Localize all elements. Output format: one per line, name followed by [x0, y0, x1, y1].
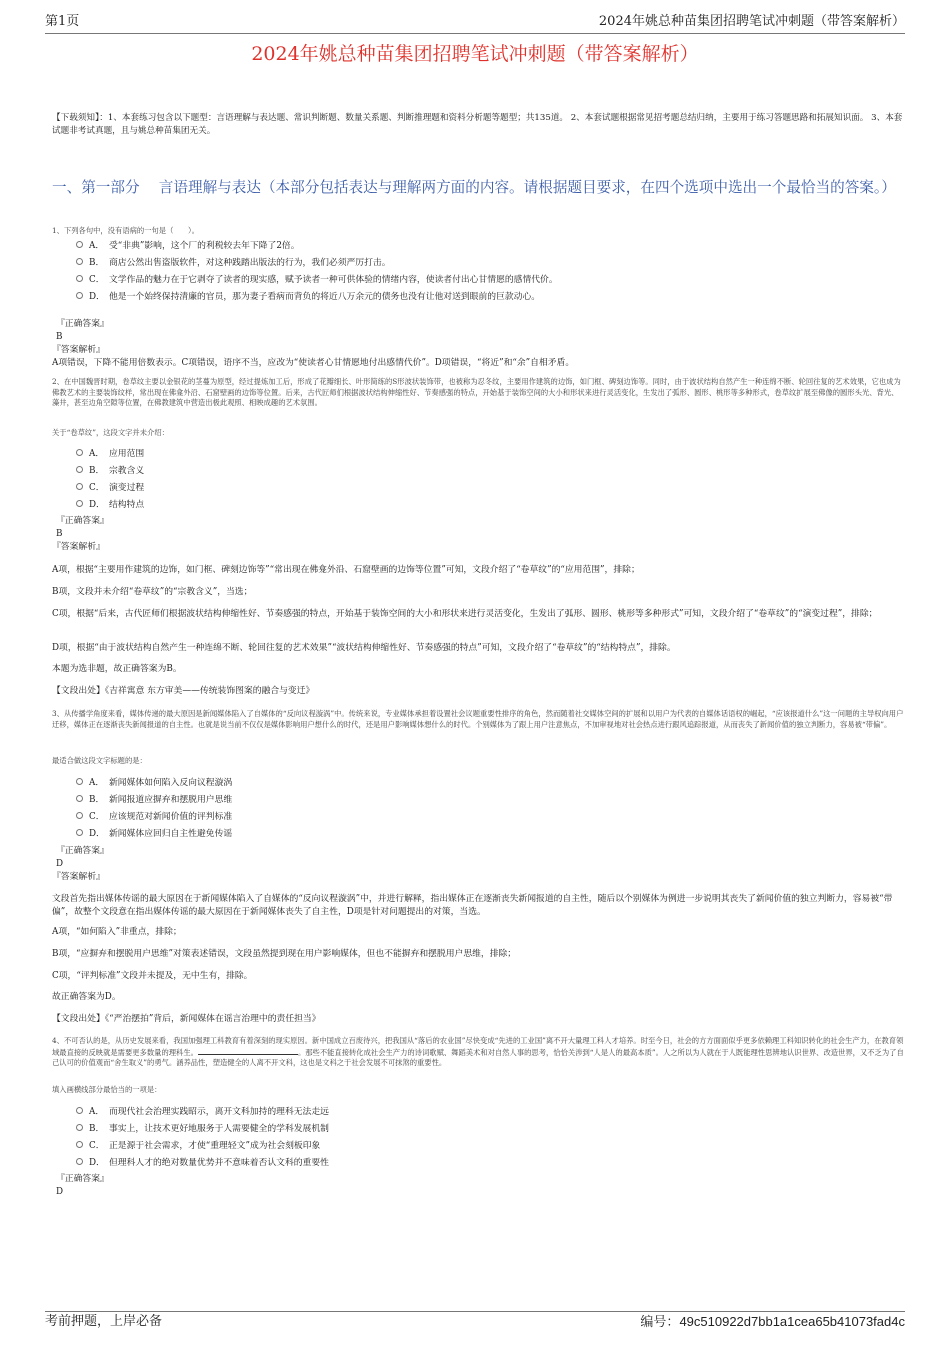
q3-answer-block: [52, 845, 904, 884]
q2-option-b[interactable]: B． 宗教含义: [76, 463, 876, 480]
answer-label: 『正确答案』: [56, 846, 109, 856]
q2-question: 关于“卷草纹”，这段文字并未介绍：: [52, 428, 169, 437]
q4-stem: 4、不可否认的是，从历史发展来看，我国加强理工科教育有着深刻的现实原因。新中国成立百废待兴，把我国从“落后的农业国”尽快变成“先进的工业国”离不开大量理工科人才培养。时至今日，社会的方方面面似乎更多依赖理工科知识转化的社会生产力，在教育领域最直接的反映就是需要更多数量的理科生。 。那些不能直接转化成社会生产力的诗词歌赋、舞蹈美术和对自然人事的思考，恰恰关涉到“人是人的最高本质”。人之所以为人就在于人既能理性思辨地认识世界、改造世界，又不乏为了自己认可的价值观而“舍生取义”的勇气。涵养品性，塑造健全的人离不开文科，这也是文科之于社会发展不可抹煞的重要性。: [52, 1036, 904, 1067]
q3-analysis-a: A项，“如何陷入”非重点，排除；: [52, 927, 182, 937]
radio-icon[interactable]: [76, 466, 83, 473]
q2-analysis-a: A项，根据“主要用作建筑的边饰，如门框、碑刻边饰等”“常出现在佛龛外沿、石窟壁画的边饰等位置”可知，文段介绍了“卷草纹”的“应用范围”，排除；: [52, 565, 640, 575]
q3-options: [76, 775, 876, 843]
q2-option-c[interactable]: C． 演变过程: [76, 480, 876, 497]
q2-option-d[interactable]: D． 结构特点: [76, 497, 876, 514]
radio-icon[interactable]: [76, 778, 83, 785]
radio-icon[interactable]: [76, 500, 83, 507]
q3-option-d[interactable]: D． 新闻媒体应回归自主性避免传谣: [76, 826, 876, 843]
q4-answer-block: [52, 1173, 904, 1199]
answer-value: B: [56, 332, 63, 342]
page-number: 第1页: [45, 14, 80, 29]
answer-value: D: [56, 1187, 64, 1197]
q1-answer-block: [52, 318, 904, 370]
radio-icon[interactable]: [76, 829, 83, 836]
q1-option-c[interactable]: C． 文学作品的魅力在于它剥夺了读者的现实感，赋予读者一种可供体验的情绪内容，使读者付出心甘情愿的感情代价。: [76, 272, 876, 289]
document-title: 2024年姚总种苗集团招聘笔试冲刺题（带答案解析）: [251, 43, 699, 65]
q1-option-b[interactable]: B． 商店公然出售盗版软件，对这种践踏出版法的行为，我们必须严厉打击。: [76, 255, 876, 272]
analysis-text: A项错误，下降不能用倍数表示。C项错误，语序不当，应改为“使读者心甘情愿地付出感情代价”。D项错误，“将近”和“余”自相矛盾。: [52, 358, 575, 368]
analysis-label: 『答案解析』: [52, 345, 105, 355]
q3-analysis-main: 文段首先指出媒体传谣的最大原因在于新闻媒体陷入了自媒体的“反向议程漩涡”中，并进行解释，指出媒体正在逐渐丧失新闻报道的自主性，随后以个别媒体为例进一步说明其丧失了新闻价值的独立判断力，容易被“带偏”，故整个文段意在指出媒体传谣的最大原因在于新闻媒体丧失了自主性，D项是针对问题提出的对策，当选。: [52, 894, 893, 917]
q2-conclusion: 本题为选非题，故正确答案为B。: [52, 664, 182, 674]
page-header: [45, 14, 905, 34]
section-heading: 一、第一部分 言语理解与表达（本部分包括表达与理解两方面的内容。请根据题目要求，在四个选项中选出一个最恰当的答案。）: [52, 179, 896, 196]
q2-answer-block: [52, 515, 904, 554]
q3-question: 最适合做这段文字标题的是：: [52, 756, 147, 765]
answer-label: 『正确答案』: [56, 319, 109, 329]
q3-stem: 3、从传播学角度来看，媒体传递的最大原因是新闻媒体陷入了自媒体的“反向议程漩涡”中。传统来说，专业媒体承担着设置社会议题重要性排序的角色，然而随着社交媒体空间的扩展和以用户为代表的自媒体话语权的崛起，“应该报道什么”这一问题的主导权向用户迁移，媒体正在逐渐丧失新闻报道的自主性。也就是说当前不仅仅是媒体影响用户想什么的时代，还是用户影响媒体想什么的时代。个别媒体为了跟上用户注意焦点，不加审视地对社会热点进行跟风追踪报道，从而丧失了新闻价值的独立判断力，容易被“带偏”。: [52, 709, 904, 729]
q3-conclusion: 故正确答案为D。: [52, 992, 121, 1002]
q3-option-a[interactable]: A． 新闻媒体如何陷入反向议程漩涡: [76, 775, 876, 792]
q4-option-c[interactable]: C． 正是源于社会需求，才使“重理轻文”成为社会刻板印象: [76, 1138, 876, 1155]
page-footer: [45, 1311, 905, 1331]
radio-icon[interactable]: [76, 483, 83, 490]
q4-options: [76, 1104, 876, 1172]
q4-option-d[interactable]: D． 但理科人才的绝对数量优势并不意味着否认文科的重要性: [76, 1155, 876, 1172]
answer-label: 『正确答案』: [56, 516, 109, 526]
radio-icon[interactable]: [76, 1107, 83, 1114]
q1-option-a[interactable]: A． 受“非典”影响，这个厂的利税较去年下降了2倍。: [76, 238, 876, 255]
q2-option-a[interactable]: A． 应用范围: [76, 446, 876, 463]
q3-option-b[interactable]: B． 新闻报道应摒弃和摆脱用户思维: [76, 792, 876, 809]
radio-icon[interactable]: [76, 795, 83, 802]
radio-icon[interactable]: [76, 292, 83, 299]
q2-source: 【文段出处】《吉祥寓意 东方审美——传统装饰图案的融合与变迁》: [52, 686, 315, 696]
q2-stem: 2、在中国魏晋时期，卷草纹主要以金银花的茎蔓为原型，经过提炼加工后，形成了花瓣细长、叶形简练的S形波状装饰带，也被称为忍冬纹，主要用作建筑的边饰，如门框、碑刻边饰等。同时，由于波状结构自然产生一种连绵不断、轮回往复的艺术效果，它也成为佛教艺术的主要装饰纹样，常出现在佛龛外沿、石窟壁画的边饰等位置。后来，古代匠师们根据波状结构伸缩性好、节奏感强的特点，开始基于装饰空间的大小和形状来进行灵活变化，生发出了弧形、圆形、桃形等多种形式，卷草纹扩展至佛像的圆形头光、背光、藻井，甚至边角空隙等位置，在佛教建筑中营造出极此观照、相映成趣的艺术氛围。: [52, 377, 901, 407]
q1-stem: 1、下列各句中，没有语病的一句是（ ）。: [52, 226, 199, 235]
answer-label: 『正确答案』: [56, 1174, 109, 1184]
q2-analysis-c: C项，根据“后来，古代匠师们根据波状结构伸缩性好、节奏感强的特点，开始基于装饰空间的大小和形状来进行灵活变化，生发出了弧形、圆形、桃形等多种形式”可知，文段介绍了“卷草纹”的“演变过程”，排除；: [52, 609, 878, 619]
q2-options: [76, 446, 876, 514]
radio-icon[interactable]: [76, 241, 83, 248]
q4-option-b[interactable]: B． 事实上，让技术更好地服务于人需要健全的学科发展机制: [76, 1121, 876, 1138]
radio-icon[interactable]: [76, 1158, 83, 1165]
header-doc-title: 2024年姚总种苗集团招聘笔试冲刺题（带答案解析）: [598, 14, 905, 29]
download-notice: 【下载须知】：1、本套练习包含以下题型：言语理解与表达题、常识判断题、数量关系题、判断推理题和资料分析题等题型；共135道。 2、本套试题根据常见招考题总结归纳，主要用于练习答题思路和拓展知识面。 3、本套试题非考试真题，且与姚总种苗集团无关。: [52, 113, 903, 136]
q3-source: 【文段出处】《“严治摆拍”背后，新闻媒体在谣言治理中的责任担当》: [52, 1014, 321, 1024]
q2-analysis-d: D项，根据“由于波状结构自然产生一种连绵不断、轮回往复的艺术效果”“波状结构伸缩性好、节奏感强的特点”可知，文段介绍了“卷草纹”的“结构特点”，排除。: [52, 643, 676, 653]
footer-slogan: 考前押题，上岸必备: [45, 1314, 163, 1329]
radio-icon[interactable]: [76, 449, 83, 456]
radio-icon[interactable]: [76, 1141, 83, 1148]
radio-icon[interactable]: [76, 1124, 83, 1131]
q1-options: [76, 238, 876, 306]
radio-icon[interactable]: [76, 275, 83, 282]
q4-question: 填入画横线部分最恰当的一项是：: [52, 1085, 162, 1094]
radio-icon[interactable]: [76, 812, 83, 819]
q3-analysis-c: C项，“评判标准”文段并未提及，无中生有，排除。: [52, 971, 253, 981]
q4-option-a[interactable]: A． 而现代社会治理实践昭示，离开文科加持的理科无法走远: [76, 1104, 876, 1121]
q2-analysis-b: B项，文段并未介绍“卷草纹”的“宗教含义”，当选；: [52, 587, 253, 597]
q3-analysis-b: B项，“应摒弃和摆脱用户思维”对策表述错误，文段虽然提到现在用户影响媒体，但也不能摒弃和摆脱用户思维，排除；: [52, 949, 517, 959]
answer-value: D: [56, 859, 64, 869]
analysis-label: 『答案解析』: [52, 872, 105, 882]
q1-option-d[interactable]: D． 他是一个始终保持清廉的官员，那为妻子看病而背负的将近八万余元的债务也没有让他对送到眼前的巨款动心。: [76, 289, 876, 306]
analysis-label: 『答案解析』: [52, 542, 105, 552]
fill-in-blank[interactable]: [198, 1047, 298, 1055]
answer-value: B: [56, 529, 63, 539]
radio-icon[interactable]: [76, 258, 83, 265]
footer-code: 编号：49c510922d7bb1a1cea65b41073fad4c: [640, 1314, 905, 1330]
q3-option-c[interactable]: C． 应该规范对新闻价值的评判标准: [76, 809, 876, 826]
